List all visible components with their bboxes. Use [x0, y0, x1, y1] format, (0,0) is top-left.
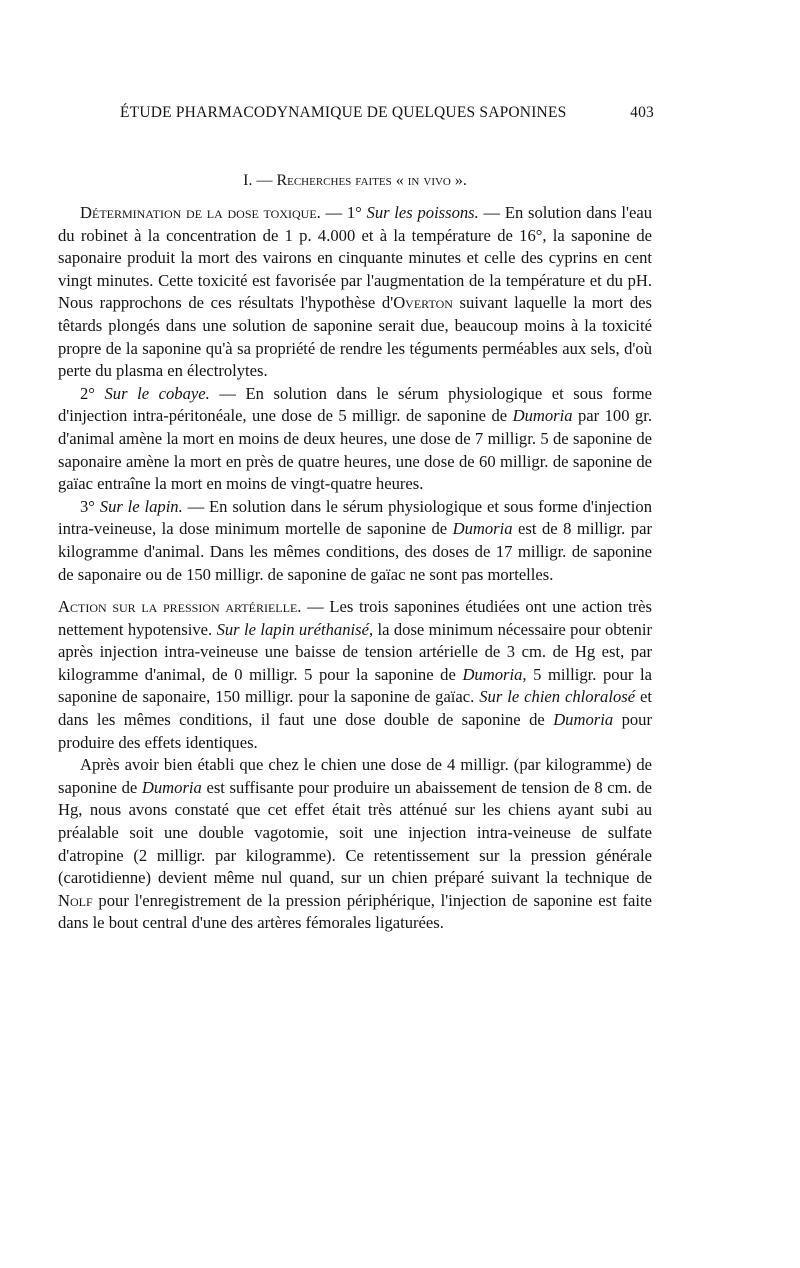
paragraph-guinea-pig [58, 383, 652, 496]
text-run: par 100 gr. d'animal amène la mort en moins de deux heures, une dose de 7 milligr. 5 de saponine de saponaire amène la mort en près de quatre heures, une dose de 60 milligr. de saponine de gaïac entraîne la mort en moins de vingt-quatre heures. [58, 406, 652, 494]
text-run: 5 milligr. pour la saponine de saponaire, 150 milligr. pour la saponine de gaïac. [58, 664, 652, 707]
italic-run: Sur le chien chloralosé [479, 687, 636, 707]
text-run: — 1° [320, 203, 367, 222]
paragraph-heading: Action sur la pression artérielle. [58, 597, 302, 617]
text-run: — En solution dans l'eau du robinet à la concentration de 1 p. 4.000 et à la température de 16°, la saponine de saponaire produit la mort des vairons en cinquante minutes et celle des cyprins en cent vingt minutes. Cette toxicité est favorisée par l'augmentation de la température et du pH. Nous rapprochons de ces résultats l'hypothèse d' [58, 203, 652, 313]
text-run: — En solution dans le sérum physiologique et sous forme d'injection intra-péritonéale, une dose de 5 milligr. de saponine de [58, 383, 652, 426]
text-run: 3° [80, 496, 100, 516]
text-run: pour l'enregistrement de la pression périphérique, l'injection de saponine est faite dans le bout central d'une des artères fémorales ligaturées. [58, 890, 652, 933]
paragraph-toxic-dose [58, 202, 652, 383]
italic-run: Dumoria [512, 406, 573, 426]
text-run: — Les trois saponines étudiées ont une action très nettement hypotensive. [58, 597, 652, 639]
running-title: ÉTUDE PHARMACODYNAMIQUE DE QUELQUES SAPONINES [120, 104, 567, 121]
italic-run: Sur le cobaye. [104, 383, 210, 403]
italic-run: Sur les poissons. [366, 203, 479, 222]
text-run: pour produire des effets identiques. [58, 710, 652, 752]
italic-run: Sur le lapin. [99, 496, 183, 516]
text-run: 2° [80, 383, 105, 403]
italic-run: Dumoria, [462, 664, 527, 684]
italic-run: Sur le lapin uréthanisé, [216, 619, 374, 639]
text-run: suivant laquelle la mort des têtards plongés dans une solution de saponine serait due, beaucoup moins à la toxicité propre de la saponine qu'à sa propriété de rendre les téguments perméables aux sels, d'où perte du plasma en électrolytes. [58, 293, 652, 381]
text-run: et dans les mêmes conditions, il faut une dose double de saponine de [58, 687, 652, 730]
paragraph-heading: Détermination de la dose toxique. [80, 203, 321, 222]
paragraph-blood-pressure [58, 596, 652, 754]
text-run: est suffisante pour produire un abaissement de tension de 8 cm. de Hg, nous avons constaté que cet effet était très atténué sur les chiens ayant subi au préalable soit une double vagotomie, soit une injection intra-veineuse de sulfate d'atropine (2 milligr. par kilogramme). Ce retentissement sur la pression générale (carotidienne) devient même nul quand, sur un chien préparé suivant la technique de [58, 777, 652, 888]
paragraph-rabbit [58, 496, 652, 586]
section-title: I. — Recherches faites « in vivo ». [243, 172, 467, 189]
paragraph-dog-experiment [58, 754, 652, 935]
italic-run: Dumoria [452, 519, 513, 539]
text-run: est de 8 milligr. par kilogramme d'animal. Dans les mêmes conditions, des doses de 17 milligr. de saponine de saponaire ou de 150 milligr. de saponine de gaïac ne sont pas mortelles. [58, 519, 652, 584]
text-run: — En solution dans le sérum physiologique et sous forme d'injection intra-veineuse, la dose minimum mortelle de saponine de [58, 496, 652, 539]
author-name: Nolf [58, 890, 93, 910]
italic-run: Dumoria [553, 710, 614, 730]
text-run: la dose minimum nécessaire pour obtenir après injection intra-veineuse une baisse de tension artérielle de 3 cm. de Hg est, par kilogramme d'animal, de 0 milligr. 5 pour la saponine de [58, 619, 652, 684]
body-text [58, 202, 652, 935]
text-run: Après avoir bien établi que chez le chien une dose de 4 milligr. (par kilogramme) de saponine de [58, 755, 652, 797]
author-name: Overton [393, 293, 453, 313]
italic-run: Dumoria [141, 777, 202, 797]
page-number: 403 [630, 104, 654, 121]
